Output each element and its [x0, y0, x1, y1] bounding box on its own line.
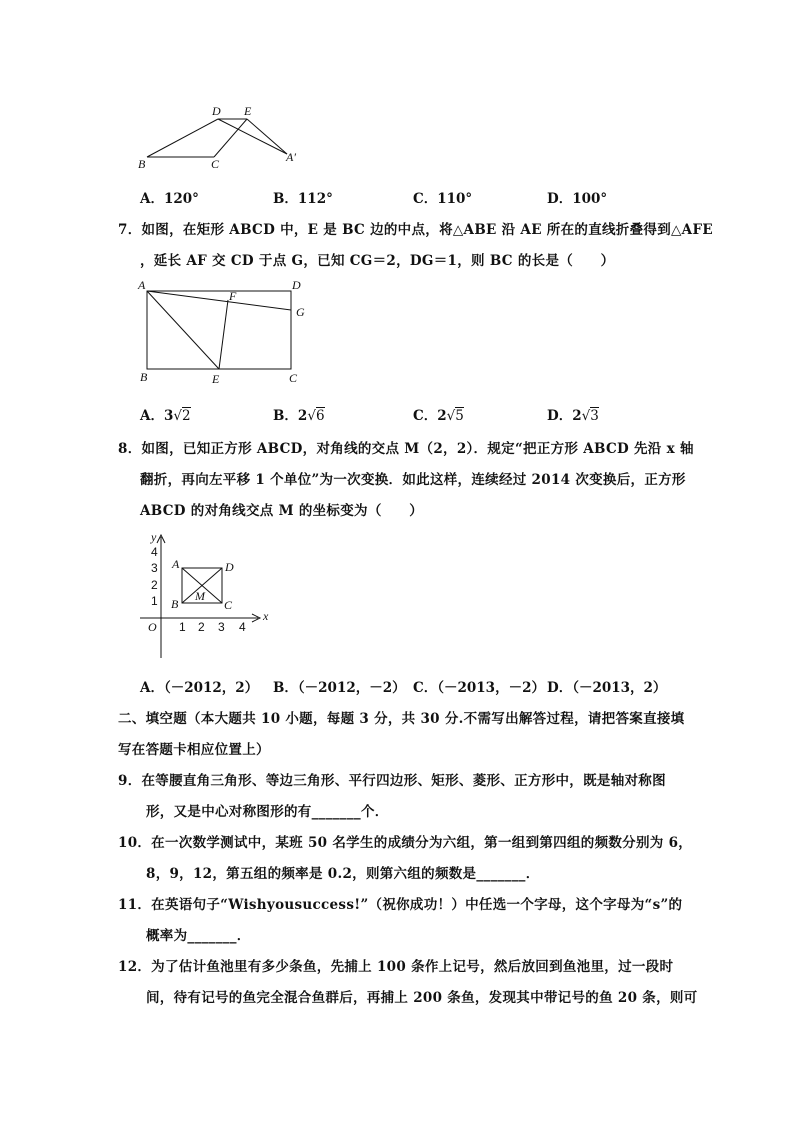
q8-y-tick-4: 4 — [151, 545, 158, 559]
q8-x-tick-4: 4 — [239, 620, 246, 634]
q10-stem-line1: 10．在一次数学测试中，某班 50 名学生的成绩分为六组，第一组到第四组的频数分别为 6， — [118, 835, 693, 851]
q8-label-D: D — [225, 560, 234, 574]
q8-label-B: B — [171, 597, 179, 611]
q8-option-b[interactable]: B．（－2012，－2） — [273, 680, 406, 696]
q7-label-A: A — [138, 278, 146, 292]
fig6-label-E: E — [244, 104, 252, 118]
q7-option-a-radicand: 2 — [182, 408, 191, 424]
fig6-label-D: D — [212, 104, 221, 118]
q6-option-b[interactable]: B．112° — [273, 191, 333, 207]
sqrt-icon: √ — [307, 408, 316, 424]
q7-option-c-radicand: 5 — [455, 408, 464, 424]
q8-origin-label: O — [148, 620, 157, 634]
q9-stem-line1: 9．在等腰直角三角形、等边三角形、平行四边形、矩形、菱形、正方形中，既是轴对称图 — [118, 773, 666, 789]
q8-stem-line3: ABCD 的对角线交点 M 的坐标变为（ ） — [140, 503, 424, 519]
fig6-label-B: B — [138, 157, 146, 171]
fig6-label-C: C — [211, 157, 220, 171]
section2-heading-line1: 二、填空题（本大题共 10 小题，每题 3 分，共 30 分.不需写出解答过程，请把答案直接填 — [118, 711, 685, 727]
q7-option-b-letter: B． — [273, 408, 298, 424]
q7-option-b-radicand: 6 — [315, 408, 325, 424]
q8-label-M: M — [195, 589, 205, 603]
section2-heading-line2: 写在答题卡相应位置上） — [118, 742, 270, 758]
q8-label-A: A — [172, 557, 180, 571]
q8-y-axis-label: y — [151, 530, 157, 544]
q10-stem-line2: 8，9，12，第五组的频率是 0.2，则第六组的频数是_______． — [146, 866, 540, 882]
q7-label-G: G — [296, 305, 305, 319]
q12-stem-line2: 间，待有记号的鱼完全混合鱼群后，再捕上 200 条鱼，发现其中带记号的鱼 20 条，则可 — [146, 990, 698, 1006]
q8-label-C: C — [224, 598, 233, 612]
q7-label-C: C — [289, 371, 298, 385]
q8-x-tick-1: 1 — [179, 620, 186, 634]
sqrt-icon: √ — [173, 408, 182, 424]
q8-option-c[interactable]: C．（－2013，－2） — [413, 680, 545, 696]
q7-label-F: F — [229, 289, 237, 303]
q8-x-tick-3: 3 — [218, 620, 225, 634]
q7-label-D: D — [292, 278, 301, 292]
q6-option-c[interactable]: C．110° — [413, 191, 473, 207]
q6-option-d[interactable]: D．100° — [547, 191, 608, 207]
q7-label-E: E — [212, 372, 220, 386]
q7-option-c-coef: 2 — [437, 408, 447, 424]
sqrt-icon: √ — [446, 408, 456, 424]
q7-option-a-letter: A． — [140, 408, 164, 424]
q9-stem-line2: 形，又是中心对称图形的有_______个． — [146, 804, 389, 820]
q7-label-B: B — [140, 370, 148, 384]
q12-stem-line1: 12．为了估计鱼池里有多少条鱼，先捕上 100 条作上记号，然后放回到鱼池里，过一段时 — [118, 959, 674, 975]
q7-option-d-radicand: 3 — [590, 408, 599, 424]
q7-stem-line2: ，延长 AF 交 CD 于点 G，已知 CG＝2，DG＝1，则 BC 的长是（ ） — [140, 253, 615, 269]
q7-option-c-letter: C． — [413, 408, 438, 424]
sqrt-icon: √ — [581, 408, 591, 424]
q8-y-tick-3: 3 — [151, 561, 158, 575]
q6-option-a[interactable]: A．120° — [140, 191, 199, 207]
q8-x-axis-label: x — [263, 609, 269, 623]
q7-option-b-coef: 2 — [297, 408, 308, 424]
q8-stem-line2: 翻折，再向左平移 1 个单位”为一次变换．如此这样，连续经过 2014 次变换后，正方形 — [140, 472, 686, 488]
q11-stem-line2: 概率为_______． — [146, 928, 251, 944]
q8-y-tick-2: 2 — [151, 578, 158, 592]
q8-option-a[interactable]: A．（－2012，2） — [140, 680, 259, 696]
q7-option-a-coef: 3 — [163, 408, 174, 424]
q11-stem-line1: 11．在英语句子“Wishyousuccess!”（祝你成功！）中任选一个字母，这个字母为“s”的 — [118, 897, 683, 913]
q8-x-tick-2: 2 — [198, 620, 205, 634]
q7-option-d-coef: 2 — [572, 408, 582, 424]
q7-option-d-letter: D． — [547, 408, 573, 424]
q8-stem-line1: 8．如图，已知正方形 ABCD，对角线的交点 M（2，2）．规定“把正方形 ABCD 先沿 x 轴 — [118, 441, 694, 457]
fig6-label-A-prime: A′ — [286, 150, 296, 164]
q8-option-d[interactable]: D．（－2013，2） — [547, 680, 667, 696]
q7-stem-line1: 7．如图，在矩形 ABCD 中，E 是 BC 边的中点，将△ABE 沿 AE 所在的直线折叠得到△AFE — [118, 222, 713, 238]
q8-y-tick-1: 1 — [151, 594, 158, 608]
